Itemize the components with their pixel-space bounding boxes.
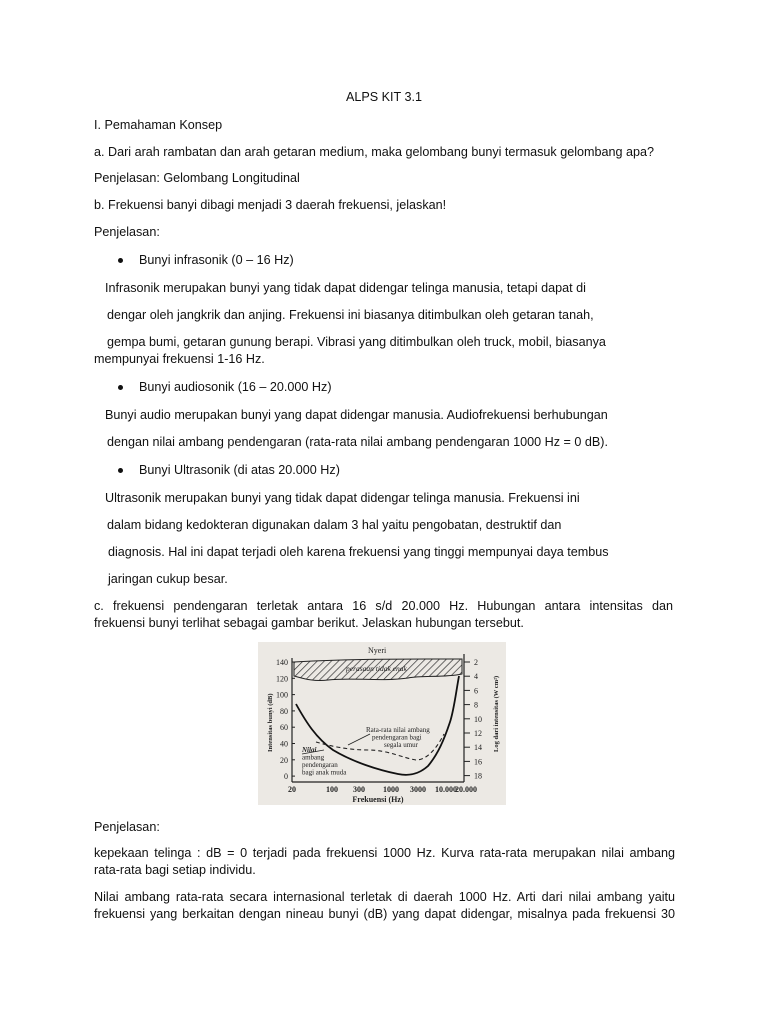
audiosonik-line-2: dengan nilai ambang pendengaran (rata-rata nilai ambang pendengaran 1000 Hz = 0 dB). [107,435,608,449]
average-label-pointer [348,734,370,745]
average-threshold-label: Rata-rata nilai ambang [366,726,430,734]
answer-c-label: Penjelasan: [94,820,160,834]
pain-threshold-label: Nyeri [368,646,387,655]
left-tick-label: 20 [280,755,288,765]
ultrasonik-line-3: diagnosis. Hal ini dapat terjadi oleh karena frekuensi yang tinggi mempunyai daya tembus [108,545,609,559]
child-threshold-label: ambang [302,753,325,762]
bullet-dot [118,258,123,263]
answer-b-label: Penjelasan: [94,225,160,239]
x-tick-label: 300 [353,785,365,794]
x-tick-label: 20 [288,785,296,794]
average-threshold-label: segala umur [384,741,419,749]
x-tick-label: 1000 [383,785,399,794]
x-tick-label: 20.000 [455,785,477,794]
infrasonik-line-1: Infrasonik merupakan bunyi yang tidak dapat didengar telinga manusia, tetapi dapat di [105,281,586,295]
right-tick-label: 16 [474,757,482,767]
bullet-ultrasonik: Bunyi Ultrasonik (di atas 20.000 Hz) [139,463,340,477]
right-tick-label: 10 [474,714,482,724]
child-threshold-label: Nilai [302,746,317,754]
answer-c-para-2-line-1: Nilai ambang rata-rata secara internasional terletak di daerah 1000 Hz. Arti dari nilai ambang yaitu [94,890,675,904]
section-heading: I. Pemahaman Konsep [94,118,223,132]
bullet-dot [118,468,123,473]
right-tick-label: 14 [474,743,482,753]
left-tick-label: 120 [276,674,288,684]
left-tick-label: 60 [280,723,288,733]
discomfort-label: perasaan tidak enak [346,664,407,673]
hearing-threshold-graph [258,642,506,805]
infrasonik-line-3: gempa bumi, getaran gunung berapi. Vibrasi yang ditimbulkan oleh truck, mobil, biasanya [107,335,606,349]
audiosonik-line-1: Bunyi audio merupakan bunyi yang dapat didengar manusia. Audiofrekuensi berhubungan [105,408,608,422]
question-b: b. Frekuensi banyi dibagi menjadi 3 daerah frekuensi, jelaskan! [94,198,447,212]
x-tick-label: 3000 [410,785,426,794]
average-threshold-label: pendengaran bagi [372,733,422,742]
y-axis-right-title: Log dari intensitas (W cm²) [493,675,500,752]
left-tick-label: 40 [280,739,288,749]
right-tick-label: 2 [474,658,478,667]
ultrasonik-line-2: dalam bidang kedokteran digunakan dalam 3 hal yaitu pengobatan, destruktif dan [107,518,562,532]
answer-c-para-1-line-1: kepekaan telinga : dB = 0 terjadi pada frekuensi 1000 Hz. Kurva rata-rata merupakan nilai ambang [94,846,675,860]
question-a: a. Dari arah rambatan dan arah getaran medium, maka gelombang bunyi termasuk gelombang apa? [94,145,655,159]
document-title: ALPS KIT 3.1 [345,90,423,104]
right-tick-label: 8 [474,700,478,710]
left-tick-label: 140 [276,658,288,667]
answer-a: Penjelasan: Gelombang Longitudinal [94,171,300,185]
infrasonik-line-2: dengar oleh jangkrik dan anjing. Frekuensi ini biasanya ditimbulkan oleh getaran tanah, [107,308,594,322]
child-threshold-label: pendengaran [302,761,338,769]
bullet-infrasonik: Bunyi infrasonik (0 – 16 Hz) [139,253,294,267]
ultrasonik-line-1: Ultrasonik merupakan bunyi yang tidak dapat didengar telinga manusia. Frekuensi ini [105,491,580,505]
left-tick-label: 0 [284,772,288,782]
bullet-audiosonik: Bunyi audiosonik (16 – 20.000 Hz) [139,380,332,394]
hearing-threshold-figure [258,642,506,805]
child-threshold-label: bagi anak muda [302,768,347,777]
x-axis-title: Frekuensi (Hz) [352,795,404,804]
right-tick-label: 18 [474,771,482,781]
y-axis-left-title: Intensitas bunyi (dB) [267,693,274,752]
answer-c-para-2-line-2: frekuensi yang berkaitan dengan nineau bunyi (dB) yang dapat didengar, misalnya pada frekuensi 30 [94,907,675,921]
question-c-line-1: c. frekuensi pendengaran terletak antara 16 s/d 20.000 Hz. Hubungan antara intensitas dan [94,599,673,613]
right-tick-label: 4 [474,672,478,682]
question-c-line-2: frekuensi bunyi terlihat sebagai gambar berikut. Jelaskan hubungan tersebut. [94,616,524,630]
x-tick-label: 100 [326,785,338,794]
bullet-dot [118,385,123,390]
ultrasonik-line-4: jaringan cukup besar. [108,572,228,586]
right-tick-label: 6 [474,686,478,696]
x-tick-label: 10.000 [435,785,457,794]
left-tick-label: 100 [276,690,288,700]
infrasonik-line-4: mempunyai frekuensi 1-16 Hz. [94,352,265,366]
left-tick-label: 80 [280,706,288,716]
answer-c-para-1-line-2: rata-rata bagi setiap individu. [94,863,256,877]
right-tick-label: 12 [474,729,482,738]
